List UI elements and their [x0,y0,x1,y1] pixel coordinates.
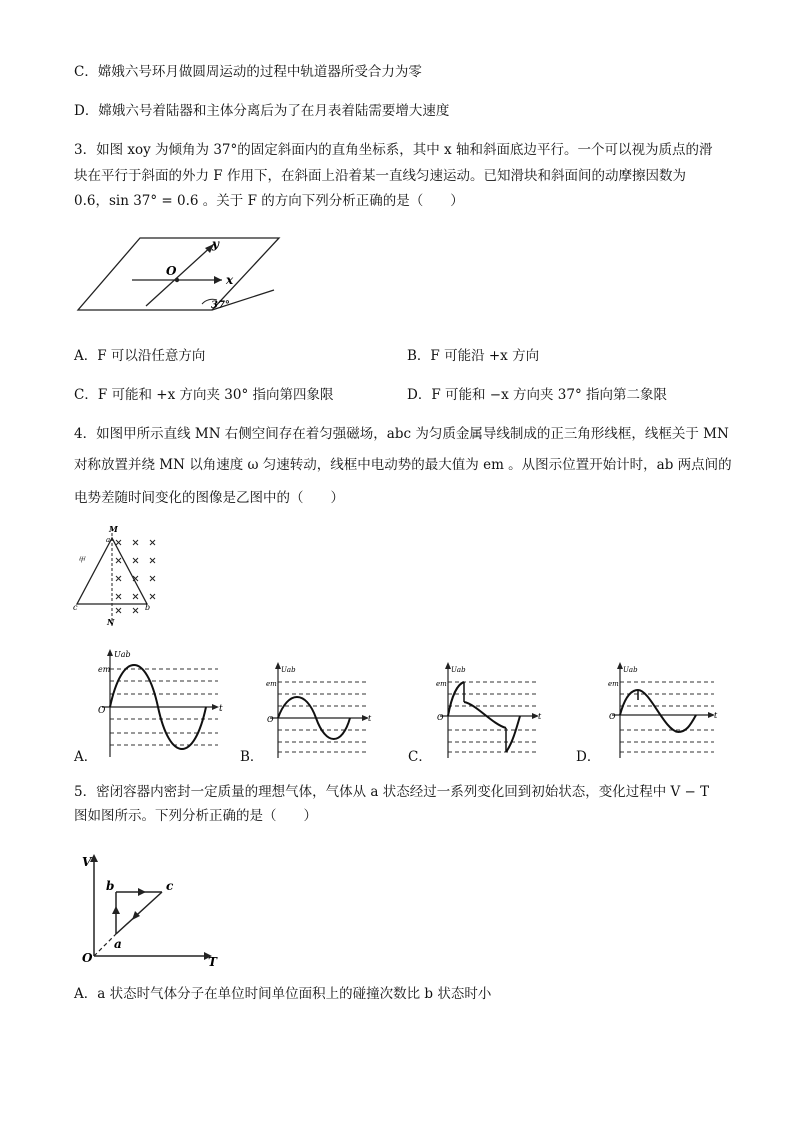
q5-label-c: c [166,879,174,893]
q4b-origin: O [267,715,274,724]
q5-label-t: T [208,955,217,969]
q3-incline-figure [74,232,284,327]
q4-stem-line1: 4．如图甲所示直线 MN 右侧空间存在着匀强磁场，abc 为匀质金属导线制成的正三角形线框，线框关于 MN [74,426,729,442]
q3-label-y: y [212,237,219,251]
q3-label-o: O [166,264,177,278]
q4-loop-figure [72,524,167,630]
q3-stem-line1: 3．如图 xoy 为倾角为 37°的固定斜面内的直角坐标系，其中 x 轴和斜面底边平行。一个可以视为质点的滑 [74,142,713,158]
q3-stem-line2: 块在平行于斜面的外力 F 作用下，在斜面上沿着某一直线匀速运动。已知滑块和斜面间的动摩擦因数为 [74,168,686,184]
q4-label-c: c [73,603,78,612]
q5-label-a: a [114,937,122,951]
q5-label-b: b [106,879,115,893]
q4a-t: t [219,704,223,714]
q4d-uab: Uab [623,666,638,674]
q3-option-c: C．F 可能和 +x 方向夹 30° 指向第四象限 [74,387,334,403]
q4b-t: t [368,714,372,723]
q5-label-o: O [82,951,93,965]
q4c-uab: Uab [451,666,466,674]
q4-graph-d[interactable] [606,660,720,760]
q4-graph-a[interactable] [96,647,226,759]
q4-label-m: M [109,524,118,534]
q3-option-d: D．F 可能和 −x 方向夹 37° 指向第二象限 [407,387,667,403]
q3-option-a: A．F 可以沿任意方向 [74,348,206,364]
q4-choice-d[interactable]: D． [576,749,601,765]
q4a-origin: O [98,706,106,716]
q4-choice-c[interactable]: C． [408,749,432,765]
q3-label-x: x [226,273,234,287]
q4b-uab: Uab [281,666,296,674]
q4-label-n: N [107,617,115,627]
q4c-t: t [538,712,542,721]
q4-label-a: a [106,536,111,544]
q4-graph-b[interactable] [264,660,374,760]
q2-option-c: C．嫦娥六号环月做圆周运动的过程中轨道器所受合力为零 [74,64,422,80]
q4-stem-line2: 对称放置并绕 MN 以角速度 ω 匀速转动，线框中电动势的最大值为 em 。从图示位置开始计时，ab 两点间的 [74,457,732,473]
q4d-origin: O [609,712,616,721]
q4-choice-b[interactable]: B． [240,749,264,765]
q4-label-b: b [145,603,151,612]
q4-choice-a[interactable]: A． [74,749,98,765]
q5-stem-line2: 图如图所示。下列分析正确的是（ ） [74,808,317,824]
q4-graph-c[interactable] [434,660,544,760]
q3-option-b: B．F 可能沿 +x 方向 [407,348,540,364]
q5-option-a: A．a 状态时气体分子在单位时间单位面积上的碰撞次数比 b 状态时小 [74,986,492,1002]
q3-stem-line3: 0.6，sin 37° = 0.6 。关于 F 的方向下列分析正确的是（ ） [74,193,464,209]
q4-label-jia: 甲 [78,556,85,564]
q5-vt-graph [80,850,225,970]
q5-label-v: V [82,855,92,869]
q3-angle-label: 37° [211,300,230,311]
q4d-t: t [714,711,718,720]
q4a-uab: Uab [114,650,131,659]
q4a-em: em [98,665,111,674]
q4c-em: em [436,680,447,688]
q4c-origin: O [437,713,444,722]
q2-option-d: D．嫦娥六号着陆器和主体分离后为了在月表着陆需要增大速度 [74,103,450,119]
q4b-em: em [266,680,277,688]
q5-stem-line1: 5．密闭容器内密封一定质量的理想气体，气体从 a 状态经过一系列变化回到初始状态，变化过程中 V − T [74,784,710,800]
q4d-em: em [608,680,619,688]
q4-stem-line3: 电势差随时间变化的图像是乙图中的（ ） [74,490,344,506]
